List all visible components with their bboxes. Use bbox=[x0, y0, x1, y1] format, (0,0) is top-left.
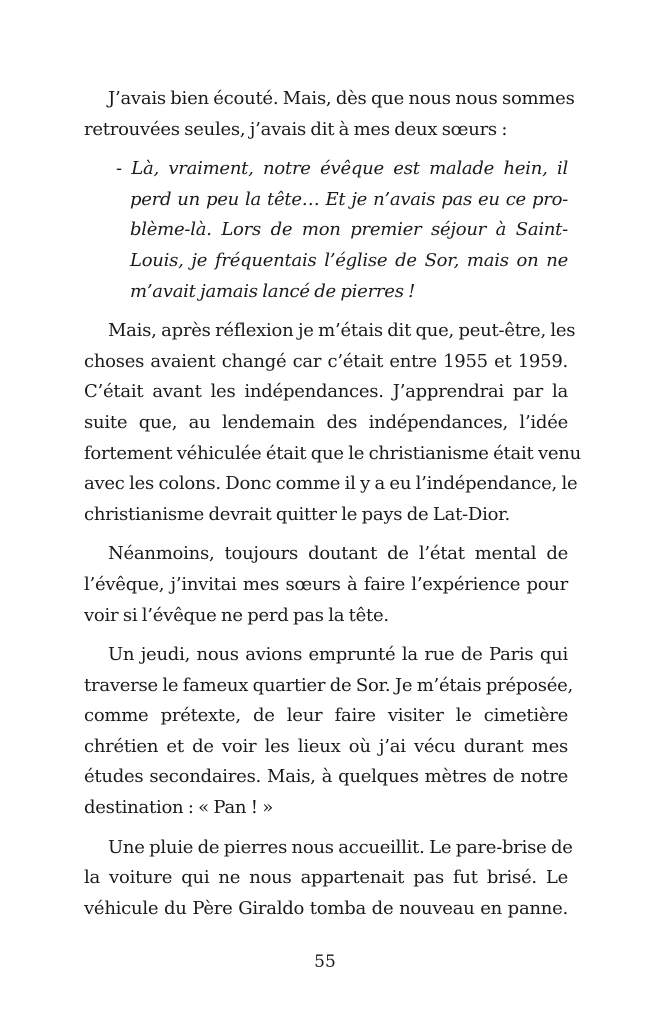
text-line: destination : « Pan ! » bbox=[84, 797, 273, 819]
text-line: l’évêque, j’invitai mes sœurs à faire l’expérience pour bbox=[84, 573, 568, 595]
paragraph bbox=[84, 833, 573, 925]
text-line: christianisme devrait quitter le pays de Lat-Dior. bbox=[84, 503, 511, 525]
paragraph bbox=[84, 316, 581, 530]
text-line: choses avaient changé car c’était entre 1955 et 1959. bbox=[84, 350, 568, 372]
text-line: m’avait jamais lancé de pierres ! bbox=[130, 280, 416, 302]
text-line: comme prétexte, de leur faire visiter le cimetière bbox=[84, 705, 568, 727]
paragraph bbox=[84, 539, 568, 631]
text-line: fortement véhiculée était que le christianisme était venu bbox=[84, 442, 581, 464]
page-body bbox=[84, 84, 581, 933]
paragraph bbox=[84, 84, 575, 145]
text-line: suite que, au lendemain des indépendances, l’idée bbox=[84, 411, 568, 433]
text-line: retrouvées seules, j’avais dit à mes deux sœurs : bbox=[84, 118, 508, 140]
text-line: Néanmoins, toujours doutant de l’état mental de bbox=[108, 543, 568, 565]
text-line: véhicule du Père Giraldo tomba de nouveau en panne. bbox=[84, 897, 568, 919]
text-line: - Là, vraiment, notre évêque est malade hein, il bbox=[116, 158, 568, 180]
text-line: perd un peu la tête… Et je n’avais pas eu ce pro- bbox=[130, 188, 568, 210]
text-line: avec les colons. Donc comme il y a eu l’indépendance, le bbox=[84, 473, 578, 495]
text-line: Un jeudi, nous avions emprunté la rue de Paris qui bbox=[108, 644, 568, 666]
text-line: blème-là. Lors de mon premier séjour à Saint- bbox=[130, 219, 568, 241]
text-line: études secondaires. Mais, à quelques mètres de notre bbox=[84, 766, 568, 788]
text-line: C’était avant les indépendances. J’apprendrai par la bbox=[84, 381, 568, 403]
text-line: la voiture qui ne nous appartenait pas fut brisé. Le bbox=[84, 867, 568, 889]
text-line: voir si l’évêque ne perd pas la tête. bbox=[84, 604, 389, 626]
text-line: J’avais bien écouté. Mais, dès que nous nous sommes bbox=[108, 88, 575, 109]
text-line: traverse le fameux quartier de Sor. Je m’étais préposée, bbox=[84, 674, 573, 696]
text-line: Mais, après réflexion je m’étais dit que, peut-être, les bbox=[108, 320, 576, 342]
page-number: 55 bbox=[314, 952, 336, 972]
quoted-speech bbox=[116, 154, 568, 307]
text-line: Louis, je fréquentais l’église de Sor, mais on ne bbox=[130, 249, 568, 271]
text-line: chrétien et de voir les lieux où j’ai vécu durant mes bbox=[84, 735, 568, 757]
paragraph bbox=[84, 640, 573, 824]
text-line: Une pluie de pierres nous accueillit. Le pare-brise de bbox=[108, 836, 573, 858]
